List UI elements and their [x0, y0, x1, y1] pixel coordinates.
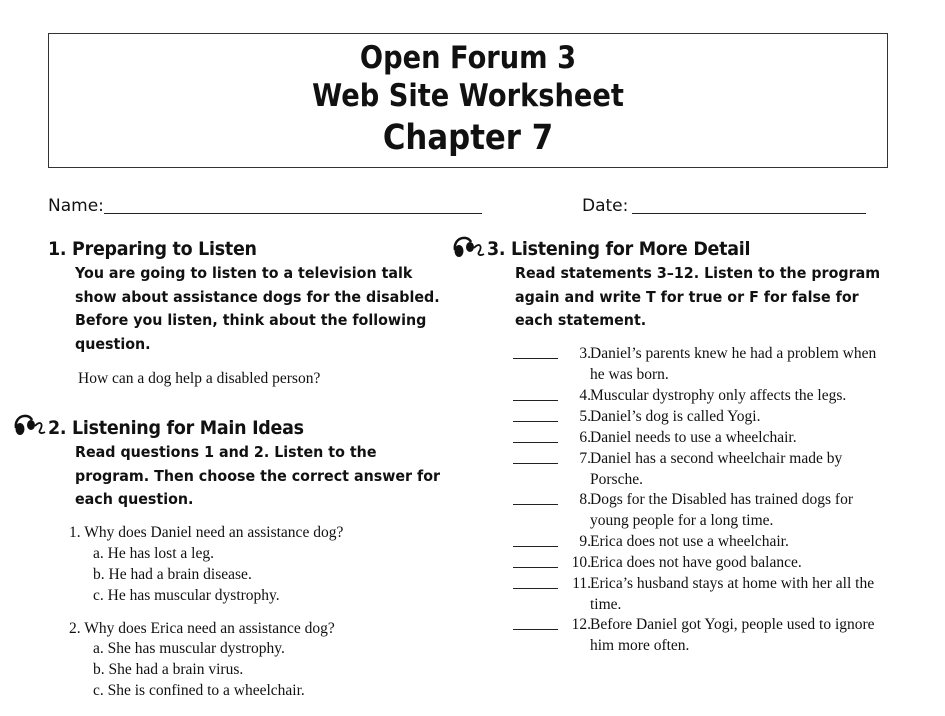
statement-text: Erica’s husband stays at home with her all the time. — [590, 575, 875, 613]
q1-option-b: b. He had a brain disease. — [93, 566, 252, 583]
section2-heading: 2. Listening for Main Ideas — [48, 417, 304, 439]
name-field[interactable] — [104, 213, 482, 214]
question-2: 2. Why does Erica need an assistance dog? — [69, 620, 335, 637]
answer-blank[interactable] — [513, 629, 558, 630]
section3-heading: 3. Listening for More Detail — [487, 238, 751, 260]
answer-blank[interactable] — [513, 442, 558, 443]
statement-number: 11. — [572, 575, 591, 592]
statement-number: 3. — [579, 345, 591, 362]
section1-instructions: You are going to listen to a television talk show about assistance dogs for the disabled. Before you listen, think about the following question. — [75, 264, 440, 353]
headphones-icon — [12, 410, 48, 438]
statement-text: Daniel needs to use a wheelchair. — [590, 429, 797, 446]
answer-blank[interactable] — [513, 567, 558, 568]
q1-option-a: a. He has lost a leg. — [93, 545, 214, 562]
answer-blank[interactable] — [513, 463, 558, 464]
q2-option-b: b. She had a brain virus. — [93, 661, 244, 678]
answer-blank[interactable] — [513, 588, 558, 589]
statement-number: 8. — [579, 491, 591, 508]
statement-text: Dogs for the Disabled has trained dogs for young people for a long time. — [590, 491, 854, 529]
answer-blank[interactable] — [513, 400, 558, 401]
statement-text: Daniel’s parents knew he had a problem when he was born. — [590, 345, 877, 383]
q2-option-a: a. She has muscular dystrophy. — [93, 640, 285, 657]
statement-number: 7. — [579, 450, 591, 467]
statement-text: Daniel’s dog is called Yogi. — [590, 408, 761, 425]
statement-number: 6. — [579, 429, 591, 446]
q2-option-c: c. She is confined to a wheelchair. — [93, 682, 305, 699]
section3-instructions: Read statements 3–12. Listen to the program again and write T for true or F for false for each statement. — [515, 264, 881, 329]
statement-number: 10. — [571, 554, 591, 571]
statement-text: Muscular dystrophy only affects the legs. — [590, 387, 847, 404]
section1-heading: 1. Preparing to Listen — [48, 238, 257, 260]
q1-option-c: c. He has muscular dystrophy. — [93, 587, 280, 604]
date-field[interactable] — [632, 213, 866, 214]
headphones-icon — [451, 232, 487, 260]
answer-blank[interactable] — [513, 504, 558, 505]
statement-text: Before Daniel got Yogi, people used to ignore him more often. — [590, 616, 875, 654]
statement-text: Daniel has a second wheelchair made by Porsche. — [590, 450, 843, 488]
title-line-1: Open Forum 3 — [359, 40, 577, 76]
statement-text: Erica does not have good balance. — [590, 554, 802, 571]
answer-blank[interactable] — [513, 358, 558, 359]
statement-number: 9. — [579, 533, 591, 550]
title-line-2: Web Site Worksheet — [312, 78, 624, 114]
section2-instructions: Read questions 1 and 2. Listen to the program. Then choose the correct answer for each question. — [75, 443, 441, 508]
section1-question: How can a dog help a disabled person? — [78, 370, 321, 387]
answer-blank[interactable] — [513, 421, 558, 422]
title-box — [48, 33, 888, 168]
question-1: 1. Why does Daniel need an assistance dog? — [69, 524, 344, 541]
name-label: Name: — [48, 196, 104, 216]
statement-number: 12. — [571, 616, 591, 633]
answer-blank[interactable] — [513, 546, 558, 547]
date-label: Date: — [582, 196, 629, 216]
statement-number: 4. — [579, 387, 591, 404]
statement-number: 5. — [579, 408, 591, 425]
title-line-3: Chapter 7 — [382, 118, 554, 158]
statement-text: Erica does not use a wheelchair. — [590, 533, 789, 550]
